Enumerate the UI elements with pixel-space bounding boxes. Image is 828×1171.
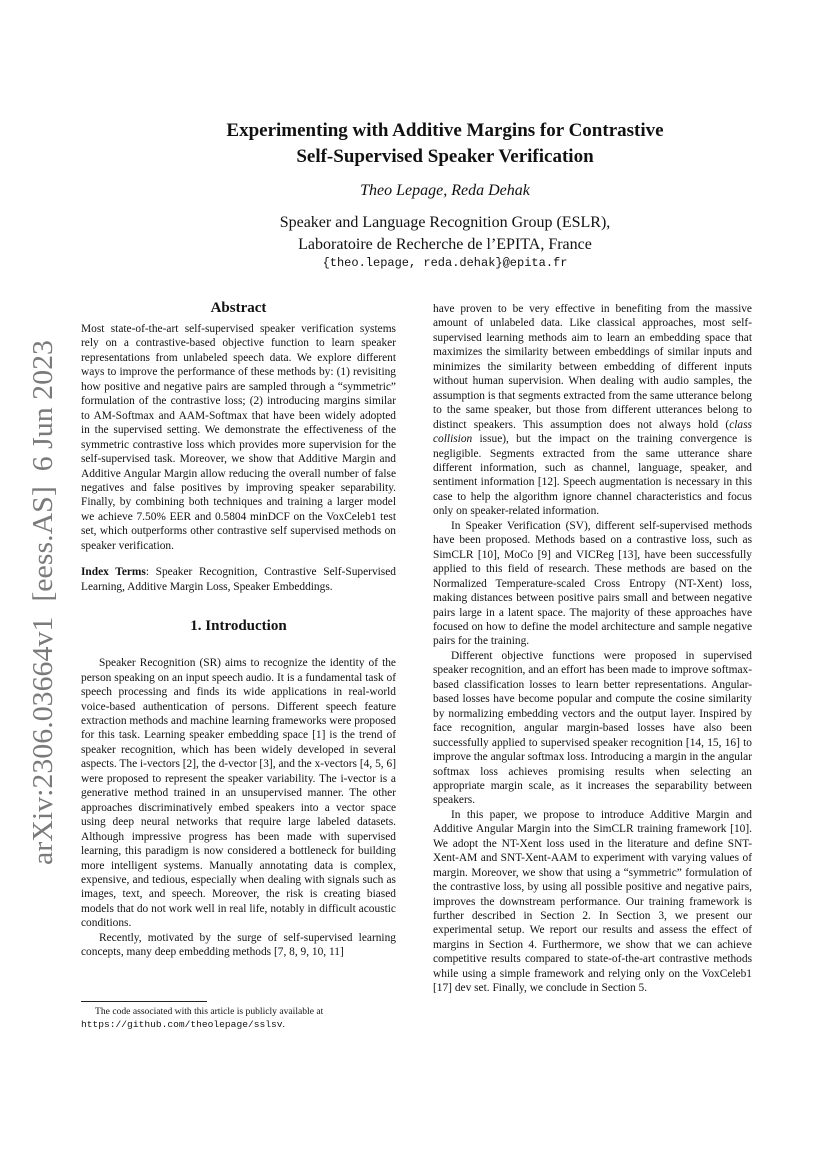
intro-paragraph-2: Recently, motivated by the surge of self-supervised learning concepts, many deep embedding methods [7, 8, 9, 10, 11]: [81, 931, 396, 959]
para-continued-part-2: issue), but the impact on the training convergence is negligible. Segments extracted from the same utterance share different information, such as channel, language, speaker, and sentiment information [12]. Speech augmentation is necessary in this case to help the algorithm ignore channel characteristics and focus only on speaker-related information.: [433, 433, 752, 518]
intro-paragraph-5: In this paper, we propose to introduce Additive Margin and Additive Angular Margin into the SimCLR training framework [10]. We adopt the NT-Xent loss used in the literature and define SNT-Xent-AM and SNT-Xent-AAM to experiment with varying values of margin. Moreover, we show that using a “symmetric” formulation of the contrastive loss, by using all possible positive and negative pairs, improves the downstream performance. Our training framework is further described in Section 2. In Section 3, we present our experimental setup. We report our results and assess the effect of margins in Section 4. Furthermore, we show that we can achieve competitive results compared to state-of-the-art contrastive methods while using a simple framework and relying only on the VoxCeleb1 [17] dev set. Finally, we conclude in Section 5.: [433, 808, 752, 995]
intro-paragraph-1: Speaker Recognition (SR) aims to recognize the identity of the person speaking on an input speech audio. It is a fundamental task of speech processing and finds its wide applications in real-world voice-based authentication of persons. Different speech feature extraction methods and machine learning frameworks were proposed for this task. Learning speaker embedding space [1] is the trend of speaker recognition, which has been widely developed in several aspects. The i-vectors [2], the d-vector [3], and the x-vectors [4, 5, 6] were proposed to represent the speaker variability. The i-vector is a generative method trained in an unsupervised manner. The other approaches discriminatively embed speakers into a vector space using deep neural networks that require large labeled datasets. Although impressive progress has been made with supervised learning, this paradigm is now considered a bottleneck for building more intelligent systems. Manually annotating data is complex, expensive, and tedious, especially when dealing with signals such as images, text, and speech. Moreover, the risk is creating biased models that do not work well in real life, notably in difficult acoustic conditions.: [81, 657, 396, 930]
abstract-heading: Abstract: [210, 300, 267, 316]
affiliation-line-1: Speaker and Language Recognition Group (ESLR),: [279, 214, 611, 231]
intro-paragraph-4: Different objective functions were proposed in supervised speaker recognition, and an effort has been made to improve softmax-based classification losses to learn better representations. Angular-based losses have become popular and compute the cosine similarity by normalizing embedding vectors and the output layer. Inspired by face recognition, angular margin-based losses have also been successfully applied to supervised speaker recognition [14, 15, 16] to improve the angular softmax loss. Introducing a margin in the angular softmax loss achieves promising results when selecting an appropriate margin scale, as it increases the separability between speakers.: [433, 649, 752, 807]
title-line-1: Experimenting with Additive Margins for Contrastive: [226, 120, 664, 141]
abstract-text: Most state-of-the-art self-supervised speaker verification systems rely on a contrastive-based objective function to learn speaker representations from unlabeled speech data. We explore different ways to improve the performance of these methods by: (1) revisiting how positive and negative pairs are sampled through a “symmetric” formulation of the contrastive loss; (2) introducing margins similar to AM-Softmax and AAM-Softmax that have been widely adopted in the supervised setting. We demonstrate the effectiveness of the symmetric contrastive loss which provides more supervision for the self-supervised task. Moreover, we show that Additive Margin and Additive Angular Margin allow reducing the overall number of false negatives and false positives by improving speaker separability. Finally, by combining both techniques and training a larger model we achieve 7.50% EER and 0.5804 minDCF on the VoxCeleb1 test set, which outperforms other contrastive self supervised methods on speaker verification.: [81, 323, 396, 552]
title-line-2: Self-Supervised Speaker Verification: [296, 146, 594, 167]
footnote-rule: [81, 1001, 207, 1002]
paper-title: [120, 118, 770, 170]
arxiv-stamp: [10, 335, 60, 865]
authors: Theo Lepage, Reda Dehak: [360, 182, 530, 199]
footnote-url[interactable]: https://github.com/theolepage/sslsv: [81, 1018, 283, 1030]
affiliation: [120, 212, 770, 256]
index-terms: [81, 565, 396, 594]
author-email: {theo.lepage, reda.dehak}@epita.fr: [322, 256, 568, 270]
right-column: [433, 302, 752, 996]
intro-paragraph-continued: [433, 302, 752, 519]
index-terms-label: Index Terms: [81, 566, 146, 579]
arxiv-stamp-text: arXiv:2306.03664v1 [eess.AS] 6 Jun 2023: [27, 355, 59, 865]
footnote-text: The code associated with this article is publicly available at: [95, 1006, 324, 1017]
index-terms-text: : Speaker Recognition, Contrastive Self-Supervised Learning, Additive Margin Loss, Speaker Embeddings.: [81, 566, 396, 593]
class-collision-term: class collision: [433, 418, 752, 446]
footnote: [81, 1006, 396, 1031]
left-column: [81, 298, 396, 960]
affiliation-line-2: Laboratoire de Recherche de l’EPITA, France: [298, 236, 592, 253]
footnote-end: .: [282, 1018, 285, 1030]
para-continued-part-1: have proven to be very effective in benefiting from the massive amount of unlabeled data. Like classical approaches, most self-supervised learning methods aim to learn an embedding space that maximizes the similarity between embeddings of similar inputs and minimizes the similarity between embedding of different inputs without human supervision. When dealing with audio samples, the assumption is that segments extracted from the same utterance belong to the same speaker, but those from different utterances belong to distinct speakers. This assumption does not always hold (: [433, 303, 752, 431]
introduction-heading: 1. Introduction: [190, 618, 287, 635]
intro-paragraph-3: In Speaker Verification (SV), different self-supervised methods have been proposed. Methods based on a contrastive loss, such as SimCLR [10], MoCo [9] and VICReg [13], have been successfully applied to this field of research. These methods are based on the Normalized Temperature-scaled Cross Entropy (NT-Xent) loss, making distances between positive pairs small and between negative pairs large in a latent space. The majority of these approaches have focused on how to define the model architecture and sample negative pairs for the training.: [433, 519, 752, 648]
